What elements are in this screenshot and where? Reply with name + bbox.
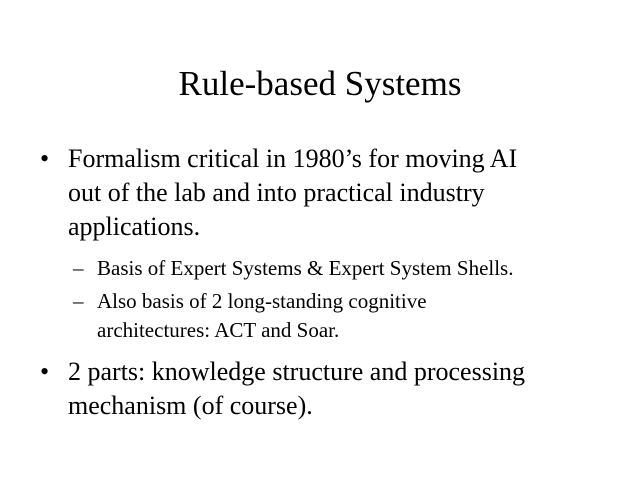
bullet-line: out of the lab and into practical industry bbox=[68, 178, 485, 207]
bullet-line: mechanism (of course). bbox=[68, 391, 313, 420]
sub-bullet-marker: – bbox=[73, 289, 84, 313]
sub-bullet-line: Also basis of 2 long-standing cognitive bbox=[97, 289, 427, 313]
bullet-text bbox=[68, 142, 588, 244]
bullet-line: 2 parts: knowledge structure and processing bbox=[68, 357, 526, 386]
sub-bullet-line: Basis of Expert Systems & Expert System Shells. bbox=[97, 256, 514, 280]
slide-title: Rule-based Systems bbox=[178, 64, 462, 103]
sub-bullet-text bbox=[97, 254, 597, 283]
bullet-marker: • bbox=[40, 144, 50, 173]
bullet-line: applications. bbox=[68, 212, 201, 241]
bullet-line: Formalism critical in 1980’s for moving AI bbox=[68, 144, 518, 173]
sub-bullet-line: architectures: ACT and Soar. bbox=[97, 318, 340, 342]
sub-bullet-text bbox=[97, 287, 597, 345]
sub-bullet-marker: – bbox=[73, 256, 84, 280]
bullet-marker: • bbox=[40, 357, 50, 386]
bullet-text bbox=[68, 355, 588, 423]
